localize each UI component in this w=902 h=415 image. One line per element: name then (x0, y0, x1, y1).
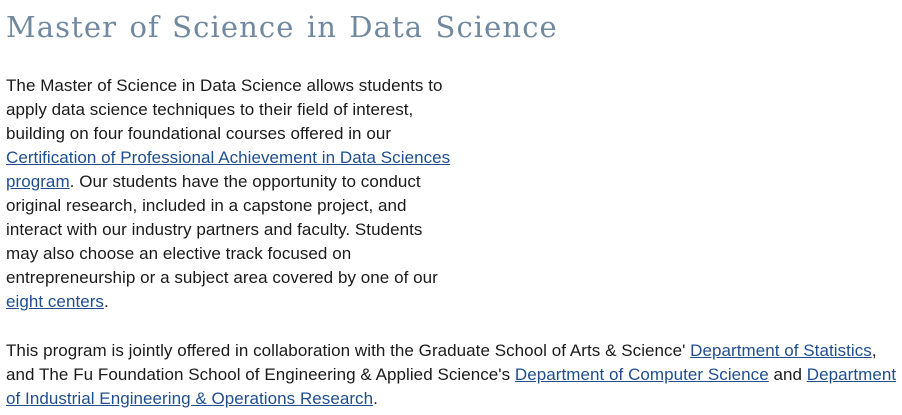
intro-text-1: The Master of Science in Data Science allows students to apply data science techniques to their field of interest, building on four foundational courses offered in our (6, 76, 443, 143)
certification-program-link[interactable]: Certification of Professional Achievement in Data Sciences program (6, 148, 451, 191)
collaboration-paragraph (6, 339, 902, 411)
collaboration-text-1: This program is jointly offered in collaboration with the Graduate School of Arts & Science' (6, 341, 691, 360)
department-of-computer-science-link[interactable]: Department of Computer Science (514, 365, 769, 384)
collaboration-text-4: . (373, 389, 378, 408)
collaboration-text-2: , and The Fu Foundation School of Engineering & Applied Science's (6, 341, 877, 384)
department-of-statistics-link[interactable]: Department of Statistics (690, 341, 872, 360)
intro-text-2: . Our students have the opportunity to conduct original research, included in a capstone project, and interact with our industry partners and faculty. Students may also choose an elective track focused on entrepreneurship or a subject area covered by one of our (6, 172, 438, 287)
intro-paragraph (6, 74, 451, 314)
collaboration-text-3: and (768, 365, 807, 384)
page-title: Master of Science in Data Science (6, 10, 558, 44)
eight-centers-link[interactable]: eight centers (6, 292, 104, 311)
department-of-ieor-link[interactable]: Department of Industrial Engineering & Operations Research (6, 365, 897, 408)
intro-text-3: . (104, 292, 109, 311)
